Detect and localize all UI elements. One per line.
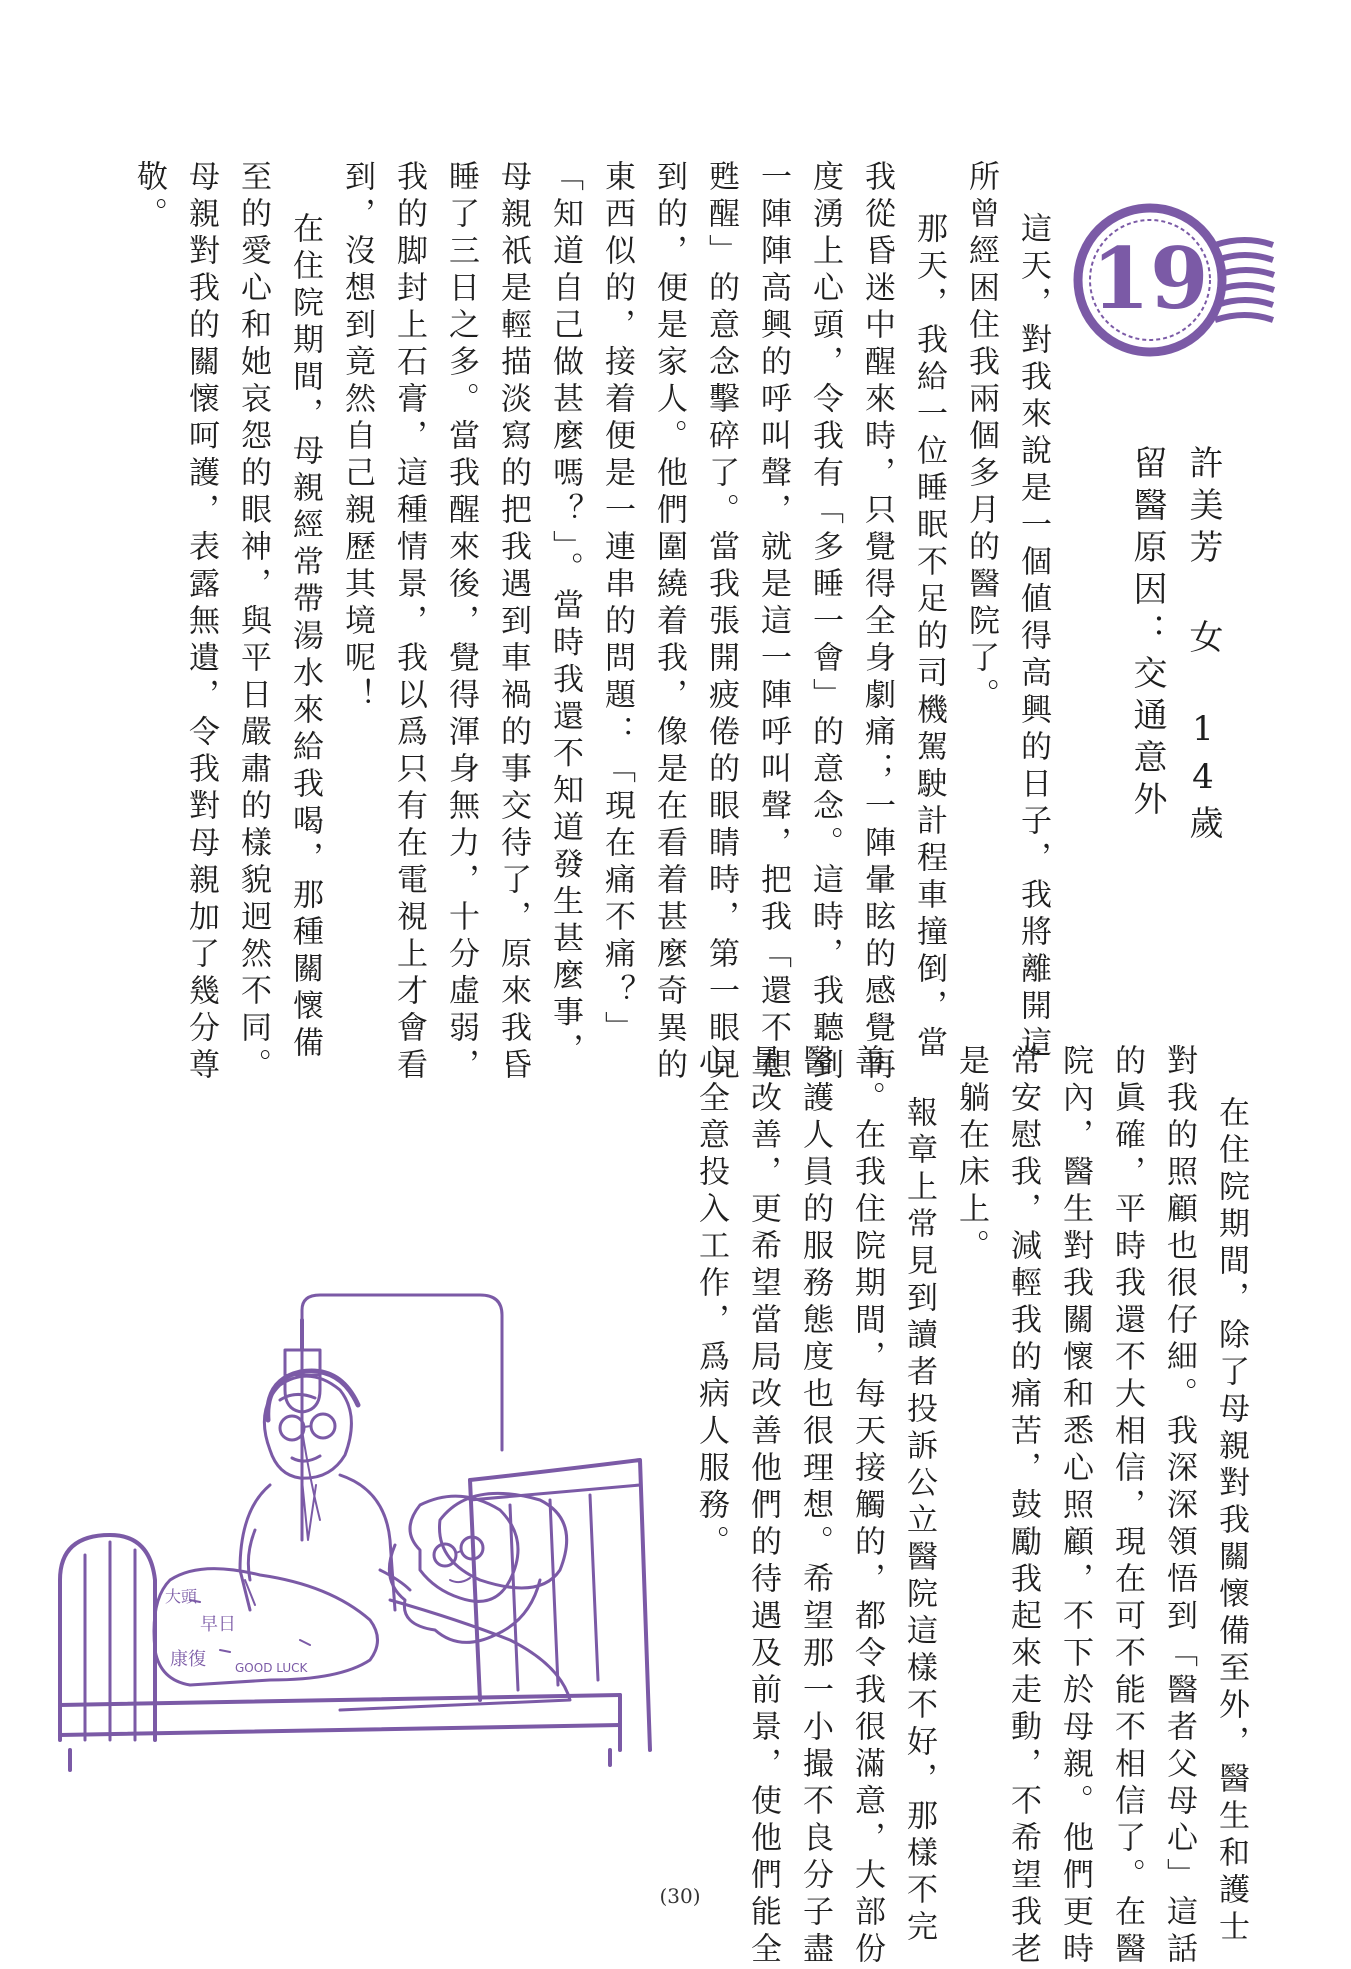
text-column: 睡了三日之多。當我醒來後，覺得渾身無力，十分虛弱， — [443, 160, 479, 1085]
chapter-number-stamp — [1065, 190, 1275, 370]
text-column: 至的愛心和她哀怨的眼神，與平日嚴肅的樣貌迥然不同。 — [235, 160, 271, 1085]
text-column: 母親對我的關懷呵護，表露無遺，令我對母親加了幾分尊 — [183, 160, 219, 1085]
chapter-number: 19 — [1091, 229, 1209, 328]
admission-reason: 留醫原因：交通意外 — [1127, 445, 1167, 823]
text-column: 的眞確，平時我還不大相信，現在可不能不相信了。在醫 — [1109, 1044, 1145, 1969]
text-column: 我從昏迷中醒來時，只覺得全身劇痛；一陣暈眩的感覺再 — [859, 160, 895, 1085]
author-line: 許美芳 女 14歲 — [1183, 445, 1223, 847]
text-column: 院內，醫生對我關懷和悉心照顧，不下於母親。他們更時 — [1057, 1044, 1093, 1969]
text-column: 這天，對我來說是一個値得高興的日子，我將離開這 — [1015, 212, 1051, 1063]
text-column: 度湧上心頭，令我有「多睡一會」的意念。這時，我聽到 — [807, 160, 843, 1085]
text-column: 在住院期間，母親經常帶湯水來給我喝，那種關懷備 — [287, 212, 323, 1063]
text-column: 心全意投入工作，爲病人服務。 — [693, 1044, 729, 1562]
cast-word: 大頭 — [165, 1587, 198, 1606]
hospital-bed-illustration — [40, 1280, 680, 1780]
page-number: (30) — [659, 1884, 701, 1908]
text-column: 是躺在床上。 — [953, 1044, 989, 1266]
cast-word: 早日 — [200, 1614, 236, 1635]
text-column: 所曾經困住我兩個多月的醫院了。 — [963, 160, 999, 715]
cast-word: GOOD LUCK — [235, 1661, 308, 1675]
text-column: 對我的照顧也很仔細。我深深領悟到「醫者父母心」這話 — [1161, 1044, 1197, 1969]
text-column: 一陣陣高興的呼叫聲，就是這一陣呼叫聲，把我「還不想 — [755, 160, 791, 1085]
text-column: 善。在我住院期間，每天接觸的，都令我很滿意，大部份 — [849, 1044, 885, 1969]
text-column: 東西似的，接着便是一連串的問題：「現在痛不痛？」 — [599, 160, 635, 1048]
text-column: 到，沒想到竟然自己親歷其境呢！ — [339, 160, 375, 715]
text-column: 量改善，更希望當局改善他們的待遇及前景，使他們能全 — [745, 1044, 781, 1969]
text-column: 常安慰我，減輕我的痛苦，鼓勵我起來走動，不希望我老 — [1005, 1044, 1041, 1969]
text-column: 「知道自己做甚麼嗎？」。當時我還不知道發生甚麼事， — [547, 160, 583, 1070]
text-column: 我的脚封上石膏，這種情景，我以爲只有在電視上才會看 — [391, 160, 427, 1085]
text-column: 在住院期間，除了母親對我關懷備至外，醫生和護士 — [1213, 1096, 1249, 1947]
text-column: 報章上常見到讀者投訴公立醫院這樣不好，那樣不完 — [901, 1096, 937, 1947]
text-column: 醫護人員的服務態度也很理想。希望那一小撮不良分子盡 — [797, 1044, 833, 1969]
text-column: 甦醒」的意念擊碎了。當我張開疲倦的眼睛時，第一眼見 — [703, 160, 739, 1085]
cast-word: 康復 — [170, 1649, 206, 1670]
text-column: 敬。 — [131, 160, 167, 234]
text-column: 母親祇是輕描淡寫的把我遇到車禍的事交待了，原來我昏 — [495, 160, 531, 1085]
text-column: 到的，便是家人。他們圍繞着我，像是在看着甚麼奇異的 — [651, 160, 687, 1085]
text-column: 那天，我給一位睡眠不足的司機駕駛計程車撞倒，當 — [911, 212, 947, 1063]
